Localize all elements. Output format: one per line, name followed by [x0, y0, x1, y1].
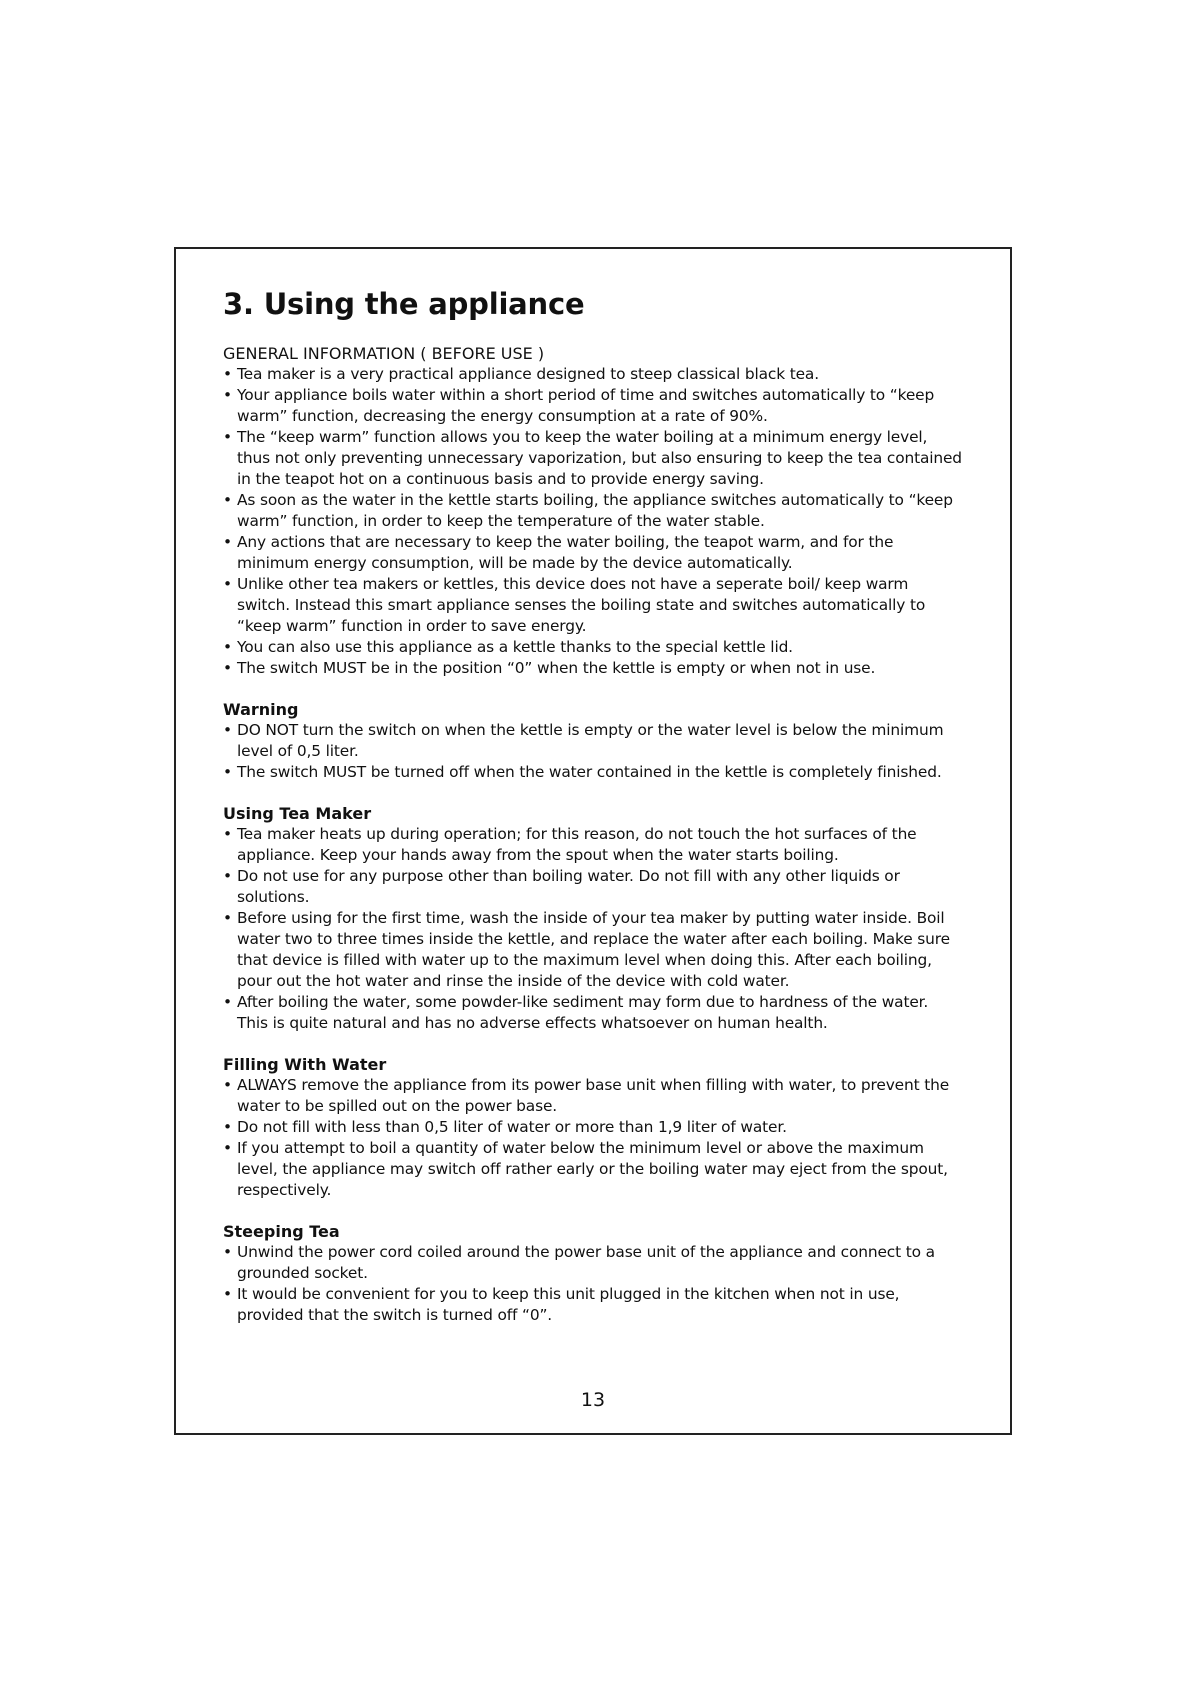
bullet-icon: • [223, 867, 232, 885]
list-item-text: As soon as the water in the kettle starts boiling, the appliance switches automatically to “keep warm” function, in order to keep the temperature of the water stable. [237, 491, 953, 530]
section [223, 803, 963, 1034]
bullet-icon: • [223, 993, 232, 1011]
list-item [223, 720, 963, 762]
list-item [223, 866, 963, 908]
list-item-text: Any actions that are necessary to keep the water boiling, the teapot warm, and for the minimum energy consumption, will be made by the device automatically. [237, 533, 894, 572]
list-item-text: Do not fill with less than 0,5 liter of water or more than 1,9 liter of water. [237, 1118, 787, 1136]
list-item [223, 1242, 963, 1284]
list-item [223, 762, 963, 783]
section [223, 343, 963, 679]
list-item-text: Tea maker is a very practical appliance designed to steep classical black tea. [237, 365, 819, 383]
list-item [223, 637, 963, 658]
list-item-text: Before using for the first time, wash the inside of your tea maker by putting water inside. Boil water two to three times inside the kettle, and replace the water after each boiling. Make sure that device is filled with water up to the maximum level when doing this. After each boiling, pour out the hot water and rinse the inside of the device with cold water. [237, 909, 950, 990]
bullet-icon: • [223, 428, 232, 446]
bullet-icon: • [223, 386, 232, 404]
bullet-icon: • [223, 909, 232, 927]
list-item-text: DO NOT turn the switch on when the kettle is empty or the water level is below the minimum level of 0,5 liter. [237, 721, 944, 760]
bullet-icon: • [223, 365, 232, 383]
section-heading: Filling With Water [223, 1055, 387, 1074]
list-item [223, 385, 963, 427]
bullet-icon: • [223, 638, 232, 656]
list-item-text: After boiling the water, some powder-like sediment may form due to hardness of the water. This is quite natural and has no adverse effects whatsoever on human health. [237, 993, 929, 1032]
list-item [223, 490, 963, 532]
bullet-icon: • [223, 1118, 232, 1136]
bullet-icon: • [223, 575, 232, 593]
bullet-list [223, 1075, 963, 1201]
bullet-list [223, 364, 963, 679]
list-item-text: Tea maker heats up during operation; for this reason, do not touch the hot surfaces of the appliance. Keep your hands away from the spout when the water starts boiling. [237, 825, 917, 864]
section [223, 699, 963, 783]
list-item-text: If you attempt to boil a quantity of water below the minimum level or above the maximum level, the appliance may switch off rather early or the boiling water may eject from the spout, respectively. [237, 1139, 948, 1199]
list-item [223, 908, 963, 992]
bullet-icon: • [223, 659, 232, 677]
bullet-icon: • [223, 721, 232, 739]
list-item [223, 1075, 963, 1117]
list-item-text: ALWAYS remove the appliance from its power base unit when filling with water, to prevent the water to be spilled out on the power base. [237, 1076, 950, 1115]
list-item [223, 1117, 963, 1138]
list-item [223, 364, 963, 385]
list-item-text: Your appliance boils water within a short period of time and switches automatically to “keep warm” function, decreasing the energy consumption at a rate of 90%. [237, 386, 935, 425]
list-item-text: The switch MUST be in the position “0” when the kettle is empty or when not in use. [237, 659, 876, 677]
bullet-list [223, 1242, 963, 1326]
list-item-text: Unwind the power cord coiled around the power base unit of the appliance and connect to a grounded socket. [237, 1243, 935, 1282]
list-item [223, 532, 963, 574]
bullet-icon: • [223, 533, 232, 551]
section-heading: Warning [223, 700, 299, 719]
bullet-icon: • [223, 763, 232, 781]
list-item [223, 658, 963, 679]
bullet-icon: • [223, 491, 232, 509]
bullet-icon: • [223, 1243, 232, 1261]
page-frame [174, 247, 1012, 1435]
section [223, 1221, 963, 1326]
bullet-icon: • [223, 825, 232, 843]
section [223, 1054, 963, 1201]
section-heading: Steeping Tea [223, 1222, 340, 1241]
list-item-text: You can also use this appliance as a kettle thanks to the special kettle lid. [237, 638, 793, 656]
section-heading: Using Tea Maker [223, 804, 372, 823]
list-item-text: The “keep warm” function allows you to keep the water boiling at a minimum energy level, thus not only preventing unnecessary vaporization, but also ensuring to keep the tea contained in the teapot hot on a continuous basis and to provide energy saving. [237, 428, 962, 488]
bullet-icon: • [223, 1076, 232, 1094]
page-content [223, 286, 963, 1346]
sections-container [223, 343, 963, 1326]
list-item-text: Unlike other tea makers or kettles, this device does not have a seperate boil/ keep warm switch. Instead this smart appliance senses the boiling state and switches automatically to “keep warm” function in order to save energy. [237, 575, 926, 635]
bullet-icon: • [223, 1285, 232, 1303]
bullet-list [223, 824, 963, 1034]
bullet-list [223, 720, 963, 783]
page-title: 3. Using the appliance [223, 287, 585, 321]
list-item [223, 824, 963, 866]
section-heading: GENERAL INFORMATION ( BEFORE USE ) [223, 344, 545, 363]
list-item [223, 1138, 963, 1201]
list-item-text: Do not use for any purpose other than boiling water. Do not fill with any other liquids or solutions. [237, 867, 900, 906]
page-number: 13 [580, 1389, 606, 1411]
list-item [223, 574, 963, 637]
bullet-icon: • [223, 1139, 232, 1157]
list-item-text: The switch MUST be turned off when the water contained in the kettle is completely finished. [237, 763, 942, 781]
list-item [223, 427, 963, 490]
list-item-text: It would be convenient for you to keep this unit plugged in the kitchen when not in use, provided that the switch is turned off “0”. [237, 1285, 900, 1324]
list-item [223, 1284, 963, 1326]
list-item [223, 992, 963, 1034]
